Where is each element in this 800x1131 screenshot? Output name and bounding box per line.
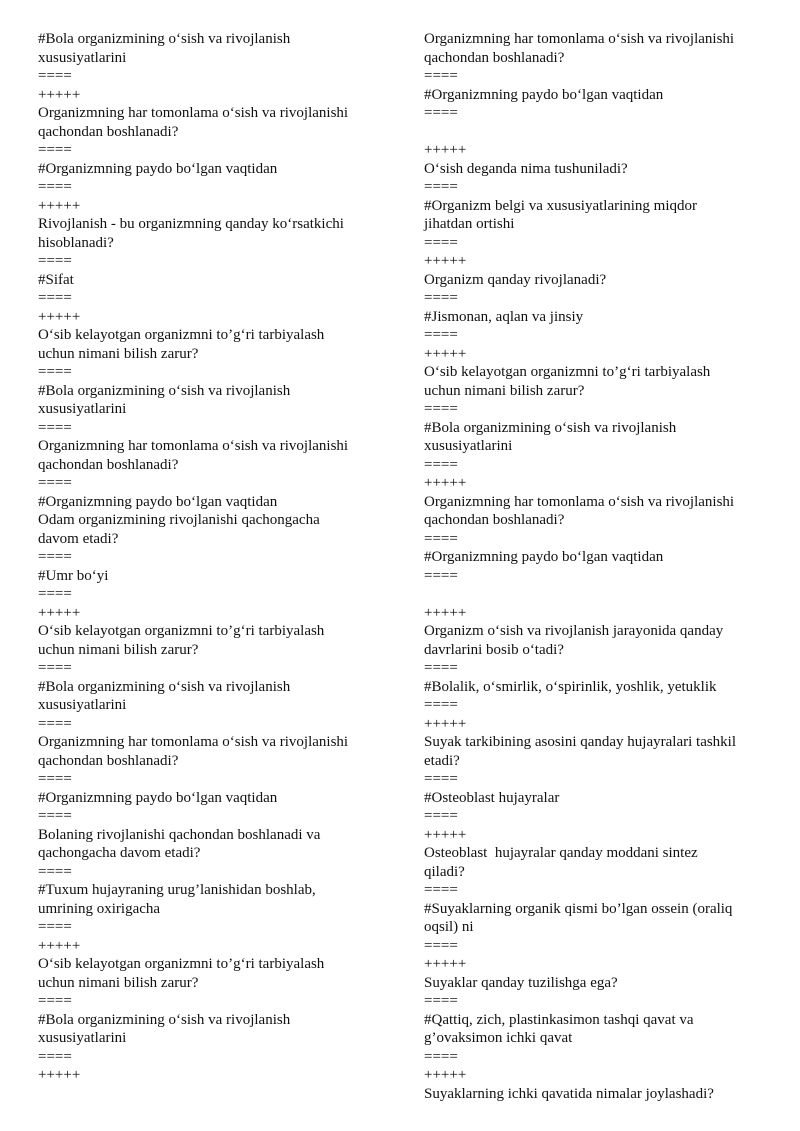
- question-line: Osteoblast hujayralar qanday moddani sintez: [424, 845, 698, 861]
- question-line: Organizmning har tomonlama o‘sish va rivojlanishi: [38, 105, 349, 121]
- question-line: xususiyatlarini: [38, 1030, 127, 1046]
- question-line: davom etadi?: [38, 530, 119, 547]
- separator-line: ====: [38, 808, 72, 824]
- question-line: qachondan boshlanadi?: [424, 512, 565, 528]
- question-line: uchun nimani bilish zarur?: [38, 974, 199, 991]
- question-marker: +++++: [38, 1067, 81, 1083]
- blank-line: [424, 123, 769, 142]
- question-marker: +++++: [424, 715, 467, 732]
- separator-line: ====: [38, 771, 72, 787]
- question-line: qiladi?: [424, 863, 465, 880]
- separator-line: ====: [38, 179, 72, 195]
- question-line: xususiyatlarini: [38, 697, 127, 713]
- question-marker: +++++: [424, 956, 467, 972]
- question-line: oqsil) ni: [424, 919, 474, 935]
- question-line: davrlarini bosib o‘tadi?: [424, 641, 564, 658]
- separator-line: ====: [424, 105, 458, 121]
- separator-line: ====: [424, 234, 458, 251]
- question-marker: +++++: [424, 345, 467, 362]
- blank-line: [424, 585, 769, 604]
- question-line: Organizm qanday rivojlanadi?: [424, 271, 607, 288]
- separator-line: ====: [38, 919, 72, 935]
- question-line: O‘sib kelayotgan organizmni to’g‘ri tarbiyalash: [38, 623, 325, 639]
- question-marker: +++++: [424, 1067, 467, 1083]
- question-line: uchun nimani bilish zarur?: [38, 345, 199, 362]
- separator-line: ====: [424, 327, 458, 343]
- question-marker: +++++: [424, 604, 467, 621]
- question-line: Suyaklarning ichki qavatida nimalar joylashadi?: [424, 1085, 714, 1102]
- question-line: Odam organizmining rivojlanishi qachongacha: [38, 512, 320, 528]
- question-marker: +++++: [38, 86, 81, 103]
- answer-line: #Osteoblast hujayralar: [424, 789, 560, 806]
- question-line: qachondan boshlanadi?: [38, 752, 179, 769]
- question-line: umrining oxirigacha: [38, 900, 161, 917]
- question-line: O‘sib kelayotgan organizmni to’g‘ri tarbiyalash: [38, 327, 325, 343]
- question-line: etadi?: [424, 752, 460, 769]
- separator-line: ====: [38, 290, 72, 306]
- answer-line: #Sifat: [38, 271, 74, 288]
- separator-line: ====: [38, 1048, 72, 1065]
- question-line: Organizmning har tomonlama o‘sish va rivojlanishi: [424, 31, 735, 47]
- separator-line: ====: [38, 364, 72, 380]
- question-line: hisoblanadi?: [38, 234, 114, 251]
- separator-line: ====: [424, 530, 458, 547]
- question-line: xususiyatlarini: [38, 49, 127, 66]
- question-line: qachondan boshlanadi?: [38, 456, 179, 473]
- separator-line: ====: [38, 715, 72, 732]
- separator-line: ====: [424, 68, 458, 84]
- answer-line: #Organizmning paydo bo‘lgan vaqtidan: [424, 86, 664, 103]
- question-marker: +++++: [424, 253, 467, 269]
- question-line: xususiyatlarini: [38, 401, 127, 417]
- answer-line: #Bola organizmining o‘sish va rivojlanish: [38, 1011, 291, 1028]
- question-marker: +++++: [424, 475, 467, 491]
- question-line: qachondan boshlanadi?: [424, 49, 565, 66]
- separator-line: ====: [424, 882, 458, 898]
- separator-line: ====: [38, 660, 72, 676]
- answer-line: #Bola organizmining o‘sish va rivojlanish: [38, 678, 291, 695]
- answer-line: #Bola organizmining o‘sish va rivojlanish: [38, 382, 291, 399]
- question-line: Organizmning har tomonlama o‘sish va rivojlanishi: [38, 438, 349, 454]
- left-column: [38, 30, 388, 1085]
- question-line: Suyaklar qanday tuzilishga ega?: [424, 974, 618, 991]
- separator-line: ====: [424, 179, 458, 195]
- question-line: g’ovaksimon ichki qavat: [424, 1030, 573, 1046]
- separator-line: ====: [424, 697, 458, 713]
- question-marker: +++++: [424, 826, 467, 843]
- separator-line: ====: [424, 456, 458, 473]
- separator-line: ====: [424, 401, 458, 417]
- question-line: qachongacha davom etadi?: [38, 845, 201, 861]
- answer-line: #Organizm belgi va xususiyatlarining miqdor: [424, 197, 698, 214]
- separator-line: ====: [424, 290, 458, 306]
- right-column: [424, 30, 769, 1103]
- question-marker: +++++: [38, 197, 81, 214]
- separator-line: ====: [38, 142, 72, 158]
- question-line: O‘sib kelayotgan organizmni to’g‘ri tarbiyalash: [424, 364, 711, 380]
- question-line: Organizmning har tomonlama o‘sish va rivojlanishi: [424, 493, 735, 510]
- separator-line: ====: [38, 475, 72, 491]
- question-line: Organizm o‘sish va rivojlanish jarayonida qanday: [424, 623, 724, 639]
- separator-line: ====: [424, 937, 458, 954]
- answer-line: #Bolalik, o‘smirlik, o‘spirinlik, yoshlik, yetuklik: [424, 678, 717, 695]
- question-line: O‘sib kelayotgan organizmni to’g‘ri tarbiyalash: [38, 956, 325, 972]
- separator-line: ====: [424, 808, 458, 824]
- question-line: O‘sish deganda nima tushuniladi?: [424, 160, 628, 177]
- question-marker: +++++: [38, 604, 81, 621]
- question-marker: +++++: [38, 937, 81, 954]
- separator-line: ====: [38, 68, 72, 84]
- separator-line: ====: [38, 863, 72, 880]
- question-line: jihatdan ortishi: [424, 216, 515, 232]
- question-line: Organizmning har tomonlama o‘sish va rivojlanishi: [38, 734, 349, 750]
- answer-line: #Organizmning paydo bo‘lgan vaqtidan: [38, 160, 278, 177]
- answer-line: #Organizmning paydo bo‘lgan vaqtidan: [38, 493, 278, 510]
- question-line: Bolaning rivojlanishi qachondan boshlanadi va: [38, 826, 321, 843]
- answer-line: #Organizmning paydo bo‘lgan vaqtidan: [424, 549, 664, 565]
- question-line: Rivojlanish - bu organizmning qanday ko‘rsatkichi: [38, 216, 344, 232]
- question-line: qachondan boshlanadi?: [38, 123, 179, 140]
- answer-line: #Tuxum hujayraning urug’lanishidan boshlab,: [38, 882, 316, 898]
- question-line: Suyak tarkibining asosini qanday hujayralari tashkil: [424, 734, 737, 750]
- question-line: xususiyatlarini: [424, 438, 513, 454]
- separator-line: ====: [38, 419, 72, 436]
- separator-line: ====: [38, 586, 72, 602]
- separator-line: ====: [424, 993, 458, 1009]
- separator-line: ====: [38, 993, 72, 1009]
- separator-line: ====: [424, 1048, 458, 1065]
- answer-line: #Umr bo‘yi: [38, 567, 109, 584]
- answer-line: #Bola organizmining o‘sish va rivojlanish: [38, 31, 291, 47]
- question-line: uchun nimani bilish zarur?: [38, 641, 199, 658]
- separator-line: ====: [424, 660, 458, 676]
- answer-line: #Bola organizmining o‘sish va rivojlanish: [424, 419, 677, 436]
- separator-line: ====: [424, 567, 458, 584]
- answer-line: #Jismonan, aqlan va jinsiy: [424, 308, 584, 325]
- question-marker: +++++: [424, 142, 467, 158]
- answer-line: #Organizmning paydo bo‘lgan vaqtidan: [38, 789, 278, 806]
- question-line: uchun nimani bilish zarur?: [424, 382, 585, 399]
- separator-line: ====: [424, 771, 458, 787]
- answer-line: #Qattiq, zich, plastinkasimon tashqi qavat va: [424, 1011, 694, 1028]
- separator-line: ====: [38, 253, 72, 269]
- question-marker: +++++: [38, 308, 81, 325]
- answer-line: #Suyaklarning organik qismi bo’lgan ossein (oraliq: [424, 900, 733, 917]
- separator-line: ====: [38, 549, 72, 565]
